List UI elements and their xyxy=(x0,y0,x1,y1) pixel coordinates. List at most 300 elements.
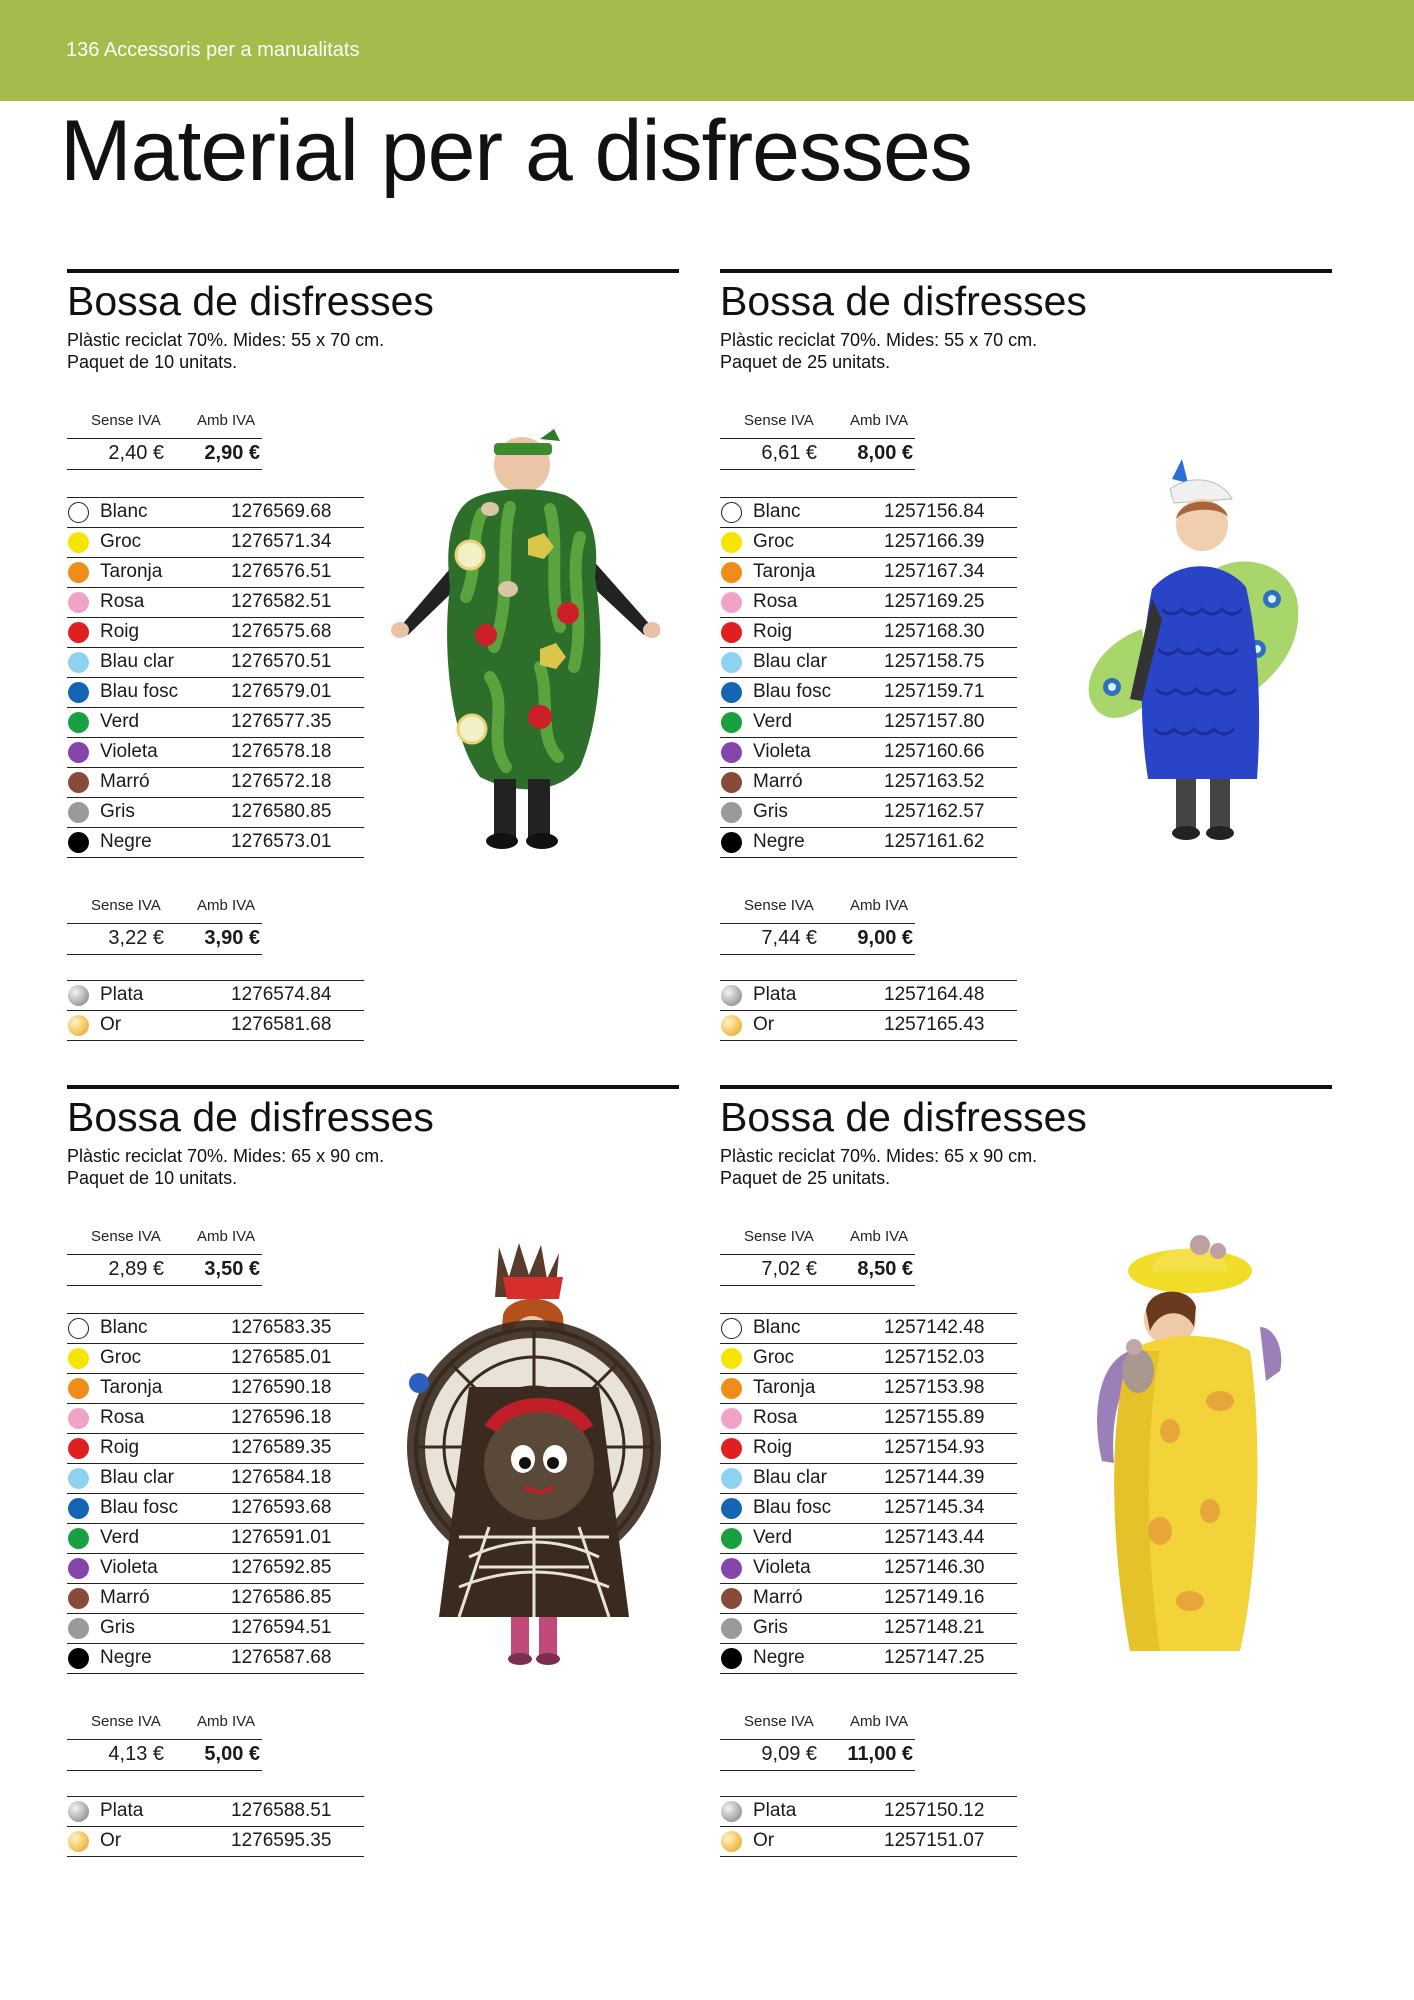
price-sense-iva: 4,13 € xyxy=(108,1743,164,1765)
description-line: Plàstic reciclat 70%. Mides: 65 x 90 cm. xyxy=(67,1146,385,1166)
color-name: Gris xyxy=(100,801,135,822)
color-row-verd xyxy=(67,1524,364,1554)
color-row-blanc xyxy=(67,498,364,528)
product-code: 1276594.51 xyxy=(231,1617,332,1638)
plata-swatch-icon xyxy=(68,1801,89,1822)
blau-clar-swatch-icon xyxy=(721,1468,742,1489)
color-name: Violeta xyxy=(100,741,158,762)
price-table xyxy=(720,1228,915,1286)
price-header-sense-iva: Sense IVA xyxy=(744,412,814,429)
section-description xyxy=(67,329,384,373)
section-title: Bossa de disfresses xyxy=(67,1094,434,1140)
taronja-swatch-icon xyxy=(68,562,89,583)
verd-swatch-icon xyxy=(721,712,742,733)
description-line: Plàstic reciclat 70%. Mides: 55 x 70 cm. xyxy=(720,330,1038,350)
product-section-2 xyxy=(720,269,1334,1069)
color-row-groc xyxy=(67,1344,364,1374)
blanc-swatch-icon xyxy=(68,1318,89,1339)
color-name: Marró xyxy=(753,1587,803,1608)
or-swatch-icon xyxy=(721,1015,742,1036)
product-code: 1276587.68 xyxy=(231,1647,332,1668)
price-header-sense-iva: Sense IVA xyxy=(91,412,161,429)
color-row-roig xyxy=(67,1434,364,1464)
gris-swatch-icon xyxy=(721,1618,742,1639)
price-table xyxy=(67,412,262,470)
color-row-taronja xyxy=(720,558,1017,588)
rosa-swatch-icon xyxy=(68,1408,89,1429)
section-rule xyxy=(67,269,679,273)
product-code: 1276584.18 xyxy=(231,1467,332,1488)
blau-fosc-swatch-icon xyxy=(68,1498,89,1519)
price-header-amb-iva: Amb IVA xyxy=(850,412,909,429)
price-sense-iva: 9,09 € xyxy=(761,1743,817,1765)
color-name: Blanc xyxy=(753,1317,801,1338)
color-name: Violeta xyxy=(100,1557,158,1578)
color-name: Plata xyxy=(100,1800,144,1821)
color-row-taronja xyxy=(67,1374,364,1404)
product-code: 1257154.93 xyxy=(884,1437,985,1458)
product-code: 1276581.68 xyxy=(231,1014,332,1035)
color-row-violeta xyxy=(720,738,1017,768)
metal-color-list xyxy=(67,980,364,1041)
marro-swatch-icon xyxy=(68,1588,89,1609)
color-row-verd xyxy=(67,708,364,738)
salad-costume-photo xyxy=(390,417,660,857)
color-row-blau-fosc xyxy=(67,1494,364,1524)
product-code: 1276590.18 xyxy=(231,1377,332,1398)
roig-swatch-icon xyxy=(721,622,742,643)
color-name: Negre xyxy=(753,1647,805,1668)
price-header-sense-iva: Sense IVA xyxy=(744,1228,814,1245)
plata-swatch-icon xyxy=(721,985,742,1006)
violeta-swatch-icon xyxy=(721,1558,742,1579)
color-row-marro xyxy=(720,768,1017,798)
price-amb-iva: 11,00 € xyxy=(847,1743,913,1765)
color-name: Blau clar xyxy=(100,1467,174,1488)
color-row-groc xyxy=(720,1344,1017,1374)
color-name: Gris xyxy=(100,1617,135,1638)
color-row-or xyxy=(720,1011,1017,1041)
color-name: Negre xyxy=(100,831,152,852)
color-name: Rosa xyxy=(100,591,145,612)
gris-swatch-icon xyxy=(68,802,89,823)
color-name: Verd xyxy=(100,1527,140,1548)
section-rule xyxy=(720,269,1332,273)
color-list xyxy=(720,1313,1017,1674)
rosa-swatch-icon xyxy=(721,1408,742,1429)
product-code: 1257150.12 xyxy=(884,1800,985,1821)
color-name: Rosa xyxy=(100,1407,145,1428)
color-row-rosa xyxy=(67,588,364,618)
roig-swatch-icon xyxy=(68,622,89,643)
color-row-roig xyxy=(720,618,1017,648)
price-header-amb-iva: Amb IVA xyxy=(197,412,256,429)
color-row-blanc xyxy=(720,498,1017,528)
metal-color-list xyxy=(720,980,1017,1041)
blau-fosc-swatch-icon xyxy=(721,682,742,703)
product-code: 1276591.01 xyxy=(231,1527,332,1548)
color-row-violeta xyxy=(67,1554,364,1584)
product-code: 1276571.34 xyxy=(231,531,332,552)
product-code: 1276576.51 xyxy=(231,561,332,582)
product-code: 1276583.35 xyxy=(231,1317,332,1338)
price-amb-iva: 9,00 € xyxy=(857,927,913,949)
color-name: Taronja xyxy=(100,1377,163,1398)
color-row-marro xyxy=(67,1584,364,1614)
product-code: 1276586.85 xyxy=(231,1587,332,1608)
color-row-negre xyxy=(720,828,1017,858)
product-code: 1276580.85 xyxy=(231,801,332,822)
color-row-rosa xyxy=(67,1404,364,1434)
blau-clar-swatch-icon xyxy=(68,652,89,673)
color-row-plata xyxy=(720,981,1017,1011)
color-row-blau-fosc xyxy=(67,678,364,708)
price-header-sense-iva: Sense IVA xyxy=(91,897,161,914)
price-amb-iva: 2,90 € xyxy=(204,442,260,464)
blanc-swatch-icon xyxy=(721,502,742,523)
gris-swatch-icon xyxy=(721,802,742,823)
product-code: 1257144.39 xyxy=(884,1467,985,1488)
product-code: 1257168.30 xyxy=(884,621,985,642)
color-name: Groc xyxy=(100,1347,142,1368)
color-name: Verd xyxy=(100,711,140,732)
color-row-plata xyxy=(720,1797,1017,1827)
price-amb-iva: 3,50 € xyxy=(204,1258,260,1280)
color-name: Gris xyxy=(753,801,788,822)
color-row-blau-clar xyxy=(67,648,364,678)
product-code: 1257156.84 xyxy=(884,501,985,522)
color-row-rosa xyxy=(720,588,1017,618)
product-code: 1257164.48 xyxy=(884,984,985,1005)
color-row-rosa xyxy=(720,1404,1017,1434)
product-code: 1257160.66 xyxy=(884,741,985,762)
groc-swatch-icon xyxy=(721,532,742,553)
color-row-blau-clar xyxy=(720,1464,1017,1494)
color-row-violeta xyxy=(67,738,364,768)
price-header-amb-iva: Amb IVA xyxy=(197,1713,256,1730)
price-amb-iva: 8,50 € xyxy=(857,1258,913,1280)
price-header-amb-iva: Amb IVA xyxy=(197,1228,256,1245)
product-code: 1257167.34 xyxy=(884,561,985,582)
metal-color-list xyxy=(67,1796,364,1857)
color-name: Or xyxy=(100,1830,122,1851)
price-table-metal xyxy=(720,1713,915,1771)
product-code: 1257148.21 xyxy=(884,1617,985,1638)
color-name: Violeta xyxy=(753,741,811,762)
product-code: 1257149.16 xyxy=(884,1587,985,1608)
product-section-1 xyxy=(67,269,681,1069)
color-name: Blanc xyxy=(753,501,801,522)
product-code: 1276585.01 xyxy=(231,1347,332,1368)
price-table-metal xyxy=(720,897,915,955)
peacock-costume-photo xyxy=(1082,459,1304,859)
product-code: 1257169.25 xyxy=(884,591,985,612)
color-list xyxy=(67,497,364,858)
groc-swatch-icon xyxy=(68,1348,89,1369)
or-swatch-icon xyxy=(68,1015,89,1036)
product-code: 1257143.44 xyxy=(884,1527,985,1548)
section-title: Bossa de disfresses xyxy=(720,278,1087,324)
marro-swatch-icon xyxy=(68,772,89,793)
product-code: 1257152.03 xyxy=(884,1347,985,1368)
color-row-gris xyxy=(720,1614,1017,1644)
product-code: 1257146.30 xyxy=(884,1557,985,1578)
price-sense-iva: 2,40 € xyxy=(108,442,164,464)
price-header-sense-iva: Sense IVA xyxy=(91,1713,161,1730)
price-header-sense-iva: Sense IVA xyxy=(91,1228,161,1245)
color-row-plata xyxy=(67,981,364,1011)
metal-color-list xyxy=(720,1796,1017,1857)
verd-swatch-icon xyxy=(721,1528,742,1549)
color-name: Taronja xyxy=(100,561,163,582)
roig-swatch-icon xyxy=(721,1438,742,1459)
color-row-negre xyxy=(720,1644,1017,1674)
color-row-blanc xyxy=(720,1314,1017,1344)
price-header-sense-iva: Sense IVA xyxy=(744,897,814,914)
negre-swatch-icon xyxy=(68,1648,89,1669)
blau-fosc-swatch-icon xyxy=(68,682,89,703)
section-description xyxy=(720,1145,1037,1189)
color-row-roig xyxy=(720,1434,1017,1464)
marro-swatch-icon xyxy=(721,772,742,793)
description-line: Paquet de 25 unitats. xyxy=(720,1168,891,1188)
price-amb-iva: 3,90 € xyxy=(204,927,260,949)
color-name: Or xyxy=(100,1014,122,1035)
color-name: Rosa xyxy=(753,1407,798,1428)
price-header-amb-iva: Amb IVA xyxy=(850,897,909,914)
color-row-taronja xyxy=(720,1374,1017,1404)
color-row-or xyxy=(67,1011,364,1041)
color-name: Violeta xyxy=(753,1557,811,1578)
color-name: Blau fosc xyxy=(100,681,179,702)
taronja-swatch-icon xyxy=(68,1378,89,1399)
color-name: Roig xyxy=(100,621,140,642)
product-code: 1257155.89 xyxy=(884,1407,985,1428)
section-rule xyxy=(67,1085,679,1089)
color-row-marro xyxy=(67,768,364,798)
gris-swatch-icon xyxy=(68,1618,89,1639)
product-code: 1276595.35 xyxy=(231,1830,332,1851)
violeta-swatch-icon xyxy=(68,742,89,763)
color-name: Or xyxy=(753,1830,775,1851)
color-name: Plata xyxy=(753,984,797,1005)
color-row-negre xyxy=(67,828,364,858)
groc-swatch-icon xyxy=(68,532,89,553)
description-line: Paquet de 10 unitats. xyxy=(67,1168,238,1188)
section-description xyxy=(67,1145,384,1189)
product-code: 1257158.75 xyxy=(884,651,985,672)
page-title: Material per a disfresses xyxy=(60,103,972,199)
blau-fosc-swatch-icon xyxy=(721,1498,742,1519)
color-row-or xyxy=(67,1827,364,1857)
price-header-amb-iva: Amb IVA xyxy=(197,897,256,914)
price-table xyxy=(720,412,915,470)
color-name: Blanc xyxy=(100,1317,148,1338)
rosa-swatch-icon xyxy=(68,592,89,613)
marro-swatch-icon xyxy=(721,1588,742,1609)
color-name: Taronja xyxy=(753,1377,816,1398)
or-swatch-icon xyxy=(68,1831,89,1852)
product-code: 1276589.35 xyxy=(231,1437,332,1458)
section-description xyxy=(720,329,1037,373)
color-name: Blau fosc xyxy=(753,1497,832,1518)
color-name: Verd xyxy=(753,1527,793,1548)
color-row-blau-fosc xyxy=(720,1494,1017,1524)
product-code: 1257161.62 xyxy=(884,831,985,852)
product-code: 1276575.68 xyxy=(231,621,332,642)
verd-swatch-icon xyxy=(68,712,89,733)
price-header-amb-iva: Amb IVA xyxy=(850,1228,909,1245)
product-code: 1276569.68 xyxy=(231,501,332,522)
price-sense-iva: 7,44 € xyxy=(761,927,817,949)
color-row-taronja xyxy=(67,558,364,588)
color-row-gris xyxy=(67,798,364,828)
description-line: Paquet de 10 unitats. xyxy=(67,352,238,372)
color-name: Roig xyxy=(100,1437,140,1458)
spider-costume-photo xyxy=(399,1237,669,1677)
color-name: Taronja xyxy=(753,561,816,582)
product-section-3 xyxy=(67,1085,681,1885)
negre-swatch-icon xyxy=(721,1648,742,1669)
product-code: 1257153.98 xyxy=(884,1377,985,1398)
color-name: Marró xyxy=(100,1587,150,1608)
color-name: Blau fosc xyxy=(100,1497,179,1518)
color-name: Groc xyxy=(753,531,795,552)
color-name: Rosa xyxy=(753,591,798,612)
product-code: 1276579.01 xyxy=(231,681,332,702)
page-number-label: 136 Accessoris per a manualitats xyxy=(66,39,360,61)
blanc-swatch-icon xyxy=(68,502,89,523)
rosa-swatch-icon xyxy=(721,592,742,613)
color-name: Blau clar xyxy=(100,651,174,672)
description-line: Plàstic reciclat 70%. Mides: 65 x 90 cm. xyxy=(720,1146,1038,1166)
product-code: 1276572.18 xyxy=(231,771,332,792)
or-swatch-icon xyxy=(721,1831,742,1852)
product-code: 1276570.51 xyxy=(231,651,332,672)
color-name: Gris xyxy=(753,1617,788,1638)
product-code: 1257151.07 xyxy=(884,1830,985,1851)
color-name: Roig xyxy=(753,1437,793,1458)
roig-swatch-icon xyxy=(68,1438,89,1459)
product-code: 1257165.43 xyxy=(884,1014,985,1035)
color-row-negre xyxy=(67,1644,364,1674)
price-table-metal xyxy=(67,897,262,955)
description-line: Plàstic reciclat 70%. Mides: 55 x 70 cm. xyxy=(67,330,385,350)
blau-clar-swatch-icon xyxy=(68,1468,89,1489)
product-code: 1276574.84 xyxy=(231,984,332,1005)
plata-swatch-icon xyxy=(68,985,89,1006)
blau-clar-swatch-icon xyxy=(721,652,742,673)
product-code: 1257147.25 xyxy=(884,1647,985,1668)
verd-swatch-icon xyxy=(68,1528,89,1549)
price-header-amb-iva: Amb IVA xyxy=(850,1713,909,1730)
color-list xyxy=(720,497,1017,858)
product-code: 1257163.52 xyxy=(884,771,985,792)
negre-swatch-icon xyxy=(721,832,742,853)
price-table-metal xyxy=(67,1713,262,1771)
color-row-plata xyxy=(67,1797,364,1827)
violeta-swatch-icon xyxy=(68,1558,89,1579)
color-row-or xyxy=(720,1827,1017,1857)
color-row-violeta xyxy=(720,1554,1017,1584)
product-code: 1257157.80 xyxy=(884,711,985,732)
color-name: Groc xyxy=(100,531,142,552)
product-code: 1276577.35 xyxy=(231,711,332,732)
taronja-swatch-icon xyxy=(721,1378,742,1399)
color-row-gris xyxy=(67,1614,364,1644)
negre-swatch-icon xyxy=(68,832,89,853)
color-name: Marró xyxy=(100,771,150,792)
price-sense-iva: 6,61 € xyxy=(761,442,817,464)
color-row-roig xyxy=(67,618,364,648)
color-name: Blau clar xyxy=(753,651,827,672)
product-code: 1257142.48 xyxy=(884,1317,985,1338)
product-code: 1276588.51 xyxy=(231,1800,332,1821)
color-row-blanc xyxy=(67,1314,364,1344)
cheese-mouse-costume-photo xyxy=(1090,1231,1290,1671)
color-name: Negre xyxy=(753,831,805,852)
description-line: Paquet de 25 unitats. xyxy=(720,352,891,372)
product-code: 1257159.71 xyxy=(884,681,985,702)
groc-swatch-icon xyxy=(721,1348,742,1369)
color-row-groc xyxy=(720,528,1017,558)
price-amb-iva: 5,00 € xyxy=(204,1743,260,1765)
product-code: 1276582.51 xyxy=(231,591,332,612)
color-name: Groc xyxy=(753,1347,795,1368)
price-table xyxy=(67,1228,262,1286)
price-sense-iva: 2,89 € xyxy=(108,1258,164,1280)
plata-swatch-icon xyxy=(721,1801,742,1822)
color-name: Roig xyxy=(753,621,793,642)
product-code: 1257145.34 xyxy=(884,1497,985,1518)
product-code: 1257162.57 xyxy=(884,801,985,822)
color-row-gris xyxy=(720,798,1017,828)
price-header-sense-iva: Sense IVA xyxy=(744,1713,814,1730)
violeta-swatch-icon xyxy=(721,742,742,763)
taronja-swatch-icon xyxy=(721,562,742,583)
color-row-groc xyxy=(67,528,364,558)
color-row-blau-fosc xyxy=(720,678,1017,708)
section-rule xyxy=(720,1085,1332,1089)
product-code: 1276592.85 xyxy=(231,1557,332,1578)
color-name: Negre xyxy=(100,1647,152,1668)
price-amb-iva: 8,00 € xyxy=(857,442,913,464)
price-sense-iva: 3,22 € xyxy=(108,927,164,949)
color-name: Marró xyxy=(753,771,803,792)
color-row-blau-clar xyxy=(720,648,1017,678)
section-title: Bossa de disfresses xyxy=(67,278,434,324)
color-row-blau-clar xyxy=(67,1464,364,1494)
product-code: 1276593.68 xyxy=(231,1497,332,1518)
color-name: Plata xyxy=(100,984,144,1005)
header-bar xyxy=(0,0,1414,101)
product-code: 1257166.39 xyxy=(884,531,985,552)
product-code: 1276573.01 xyxy=(231,831,332,852)
color-name: Blau clar xyxy=(753,1467,827,1488)
blanc-swatch-icon xyxy=(721,1318,742,1339)
product-section-4 xyxy=(720,1085,1334,1885)
color-name: Verd xyxy=(753,711,793,732)
section-title: Bossa de disfresses xyxy=(720,1094,1087,1140)
color-name: Blanc xyxy=(100,501,148,522)
product-code: 1276578.18 xyxy=(231,741,332,762)
color-row-marro xyxy=(720,1584,1017,1614)
product-code: 1276596.18 xyxy=(231,1407,332,1428)
color-name: Blau fosc xyxy=(753,681,832,702)
color-name: Or xyxy=(753,1014,775,1035)
color-name: Plata xyxy=(753,1800,797,1821)
color-row-verd xyxy=(720,1524,1017,1554)
